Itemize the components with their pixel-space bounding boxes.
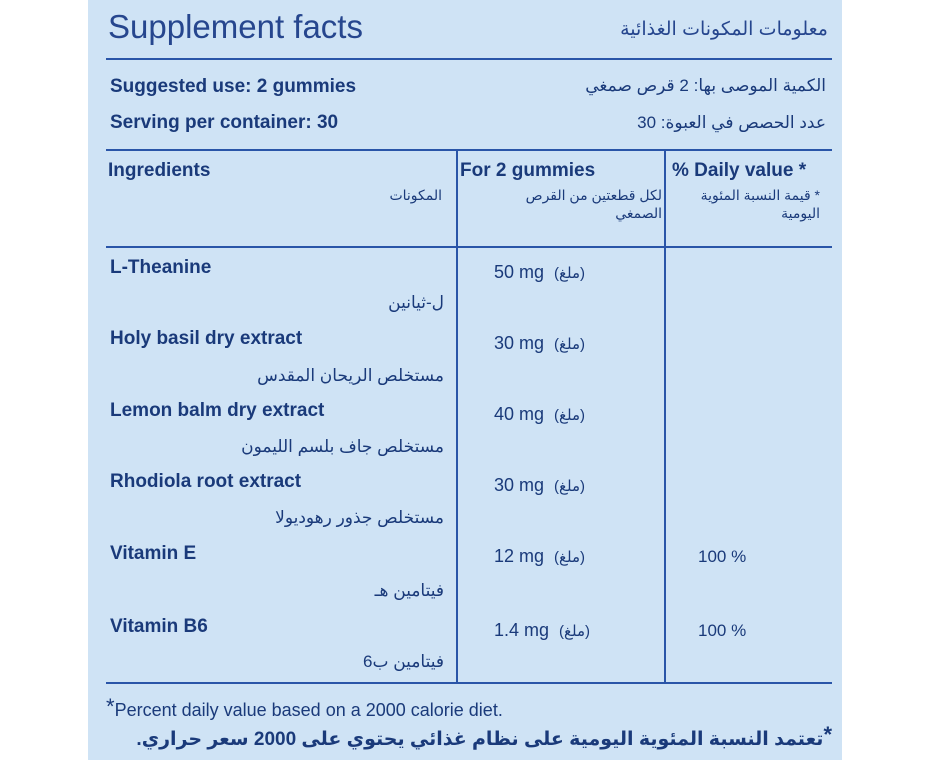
header-amount-english: For 2 gummies: [460, 160, 596, 181]
ingredient-name-arabic: مستخلص الريحان المقدس: [257, 366, 444, 385]
ingredient-name-arabic: ل-ثيانين: [388, 293, 444, 312]
ingredient-amount: 12 mg (ملغ): [494, 546, 586, 566]
divider-table-bottom: [106, 682, 832, 684]
supplement-facts-panel: [88, 0, 842, 760]
suggested-use-arabic: الكمية الموصى بها: 2 قرص صمغي: [585, 76, 826, 95]
header-ingredients-arabic: المكونات: [389, 187, 442, 203]
ingredient-name-english: Vitamin B6: [110, 616, 208, 637]
ingredient-name-arabic: مستخلص جاف بلسم الليمون: [241, 437, 444, 456]
title-english: Supplement facts: [108, 8, 363, 45]
footnote-asterisk: *: [106, 694, 115, 719]
divider-title: [106, 58, 832, 60]
header-amount-arabic: لكل قطعتين من القرص الصمغي: [525, 187, 662, 221]
ingredient-amount: 1.4 mg (ملغ): [494, 620, 591, 640]
ingredient-amount: 40 mg (ملغ): [494, 404, 586, 424]
header-daily-value-arabic: * قيمة النسبة المئوية اليومية: [700, 187, 820, 221]
ingredient-amount: 30 mg (ملغ): [494, 475, 586, 495]
servings-per-container-arabic: عدد الحصص في العبوة: 30: [637, 113, 826, 132]
footnote-english: *Percent daily value based on a 2000 calorie diet.: [106, 694, 503, 720]
ingredient-name-english: Rhodiola root extract: [110, 471, 302, 492]
ingredient-name-arabic: مستخلص جذور رهوديولا: [275, 508, 444, 527]
ingredient-name-english: Lemon balm dry extract: [110, 400, 325, 421]
ingredient-name-arabic: فيتامين ب6: [363, 652, 444, 671]
ingredient-amount: 30 mg (ملغ): [494, 333, 586, 353]
column-divider-2: [664, 149, 666, 682]
daily-value: 100 %: [698, 547, 747, 566]
daily-value: 100 %: [698, 621, 747, 640]
ingredient-name-english: L-Theanine: [110, 257, 212, 278]
column-divider-1: [456, 149, 458, 682]
title-arabic: معلومات المكونات الغذائية: [620, 19, 828, 40]
header-ingredients-english: Ingredients: [108, 160, 211, 181]
divider-header-bottom: [106, 246, 832, 248]
footnote-asterisk: *: [823, 722, 832, 747]
header-daily-value-english: % Daily value *: [672, 160, 807, 181]
ingredient-name-arabic: فيتامين هـ: [374, 581, 444, 600]
servings-per-container-english: Serving per container: 30: [110, 112, 339, 133]
ingredient-name-english: Holy basil dry extract: [110, 328, 303, 349]
ingredient-name-english: Vitamin E: [110, 543, 197, 564]
suggested-use-english: Suggested use: 2 gummies: [110, 76, 357, 97]
divider-header-top: [106, 149, 832, 151]
ingredient-amount: 50 mg (ملغ): [494, 262, 586, 282]
footnote-arabic: *تعتمد النسبة المئوية اليومية على نظام غذائي يحتوي على 2000 سعر حراري.: [136, 722, 832, 750]
